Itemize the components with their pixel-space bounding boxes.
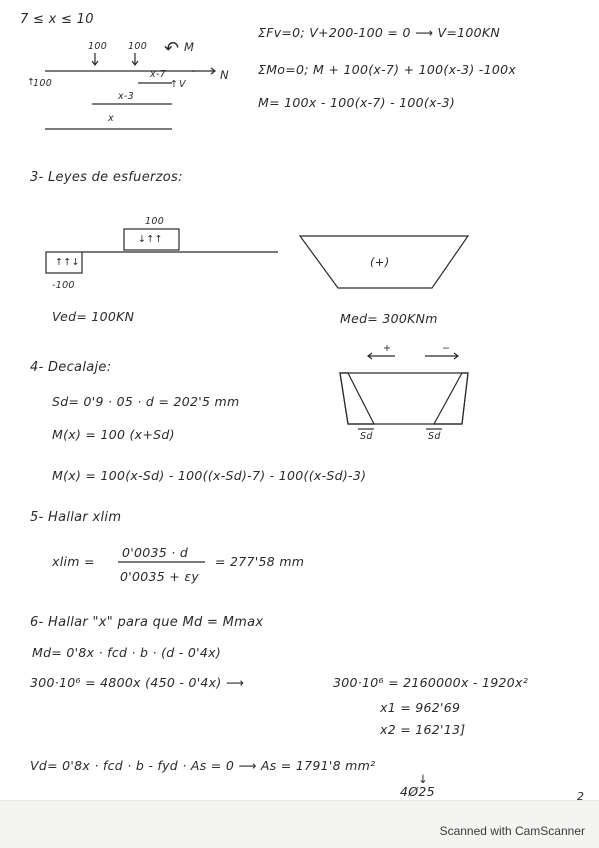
- arrow-minus: −: [442, 343, 451, 354]
- shear-top-symbol: ↓↑↑: [138, 234, 163, 245]
- dim-x-minus-3: x-3: [118, 91, 134, 102]
- eq-sum-moments: ΣMo=0; M + 100(x-7) + 100(x-3) -100x: [258, 62, 517, 77]
- eq-solve-left: 300·10⁶ = 4800x (450 - 0'4x) ⟶: [30, 675, 245, 690]
- eq-mx-2: M(x) = 100(x-Sd) - 100((x-Sd)-7) - 100((x-Sd)-3): [52, 468, 367, 483]
- moment-label: M: [184, 40, 195, 54]
- section6-title: 6- Hallar "x" para que Md = Mmax: [30, 615, 264, 630]
- down-arrow-icon: ↓: [418, 772, 428, 786]
- shear-top-value: 100: [145, 216, 165, 227]
- shear-label: V: [179, 79, 186, 90]
- scanner-watermark: Scanned with CamScanner: [439, 824, 585, 838]
- range-condition: 7 ≤ x ≤ 10: [20, 12, 94, 27]
- xlim-numerator: 0'0035 · d: [122, 545, 189, 560]
- load-label-2: 100: [128, 41, 148, 52]
- root-x1: x1 = 962'69: [380, 700, 461, 715]
- ved-value: Ved= 100KN: [52, 309, 135, 324]
- shear-arrow-icon: ↑: [170, 79, 179, 90]
- rebar-spec: 4Ø25: [400, 784, 435, 799]
- normal-label: N: [220, 68, 229, 82]
- med-value: Med= 300KNm: [340, 311, 438, 326]
- xlim-result: = 277'58 mm: [215, 554, 305, 569]
- section4-title: 4- Decalaje:: [30, 360, 112, 375]
- up-arrow-icon: ↑: [27, 77, 36, 88]
- moment-arrow-icon: ↶: [164, 38, 180, 59]
- root-x2: x2 = 162'13]: [380, 722, 466, 737]
- eq-sd: Sd= 0'9 · 05 · d = 202'5 mm: [52, 394, 240, 409]
- section3-title: 3- Leyes de esfuerzos:: [30, 170, 183, 185]
- dim-x-minus-7: x-7: [150, 69, 166, 80]
- dim-x: x: [108, 113, 114, 124]
- shear-bottom-value: -100: [52, 280, 75, 291]
- eq-vd: Vd= 0'8x · fcd · b - fyd · As = 0 ⟶ As = 1791'8 mm²: [30, 758, 376, 773]
- xlim-label: xlim =: [52, 554, 95, 569]
- eq-mx-1: M(x) = 100 (x+Sd): [52, 427, 175, 442]
- sd-right: Sd: [428, 431, 441, 442]
- xlim-denominator: 0'0035 + εy: [120, 569, 200, 584]
- section5-title: 5- Hallar xlim: [30, 510, 122, 525]
- arrow-plus: +: [383, 343, 392, 354]
- moment-sign: (+): [370, 255, 390, 269]
- eq-sum-forces: ΣFv=0; V+200-100 = 0 ⟶ V=100KN: [258, 25, 501, 40]
- eq-moment: M= 100x - 100(x-7) - 100(x-3): [258, 95, 456, 110]
- eq-solve-right: 300·10⁶ = 2160000x - 1920x²: [333, 675, 529, 690]
- eq-md: Md= 0'8x · fcd · b · (d - 0'4x): [32, 645, 221, 660]
- shear-bottom-symbol: ↑↑↓: [55, 257, 80, 268]
- load-label-1: 100: [88, 41, 108, 52]
- left-reaction-label: 100: [33, 78, 53, 89]
- sd-left: Sd: [360, 431, 373, 442]
- page-number: 2: [577, 790, 584, 803]
